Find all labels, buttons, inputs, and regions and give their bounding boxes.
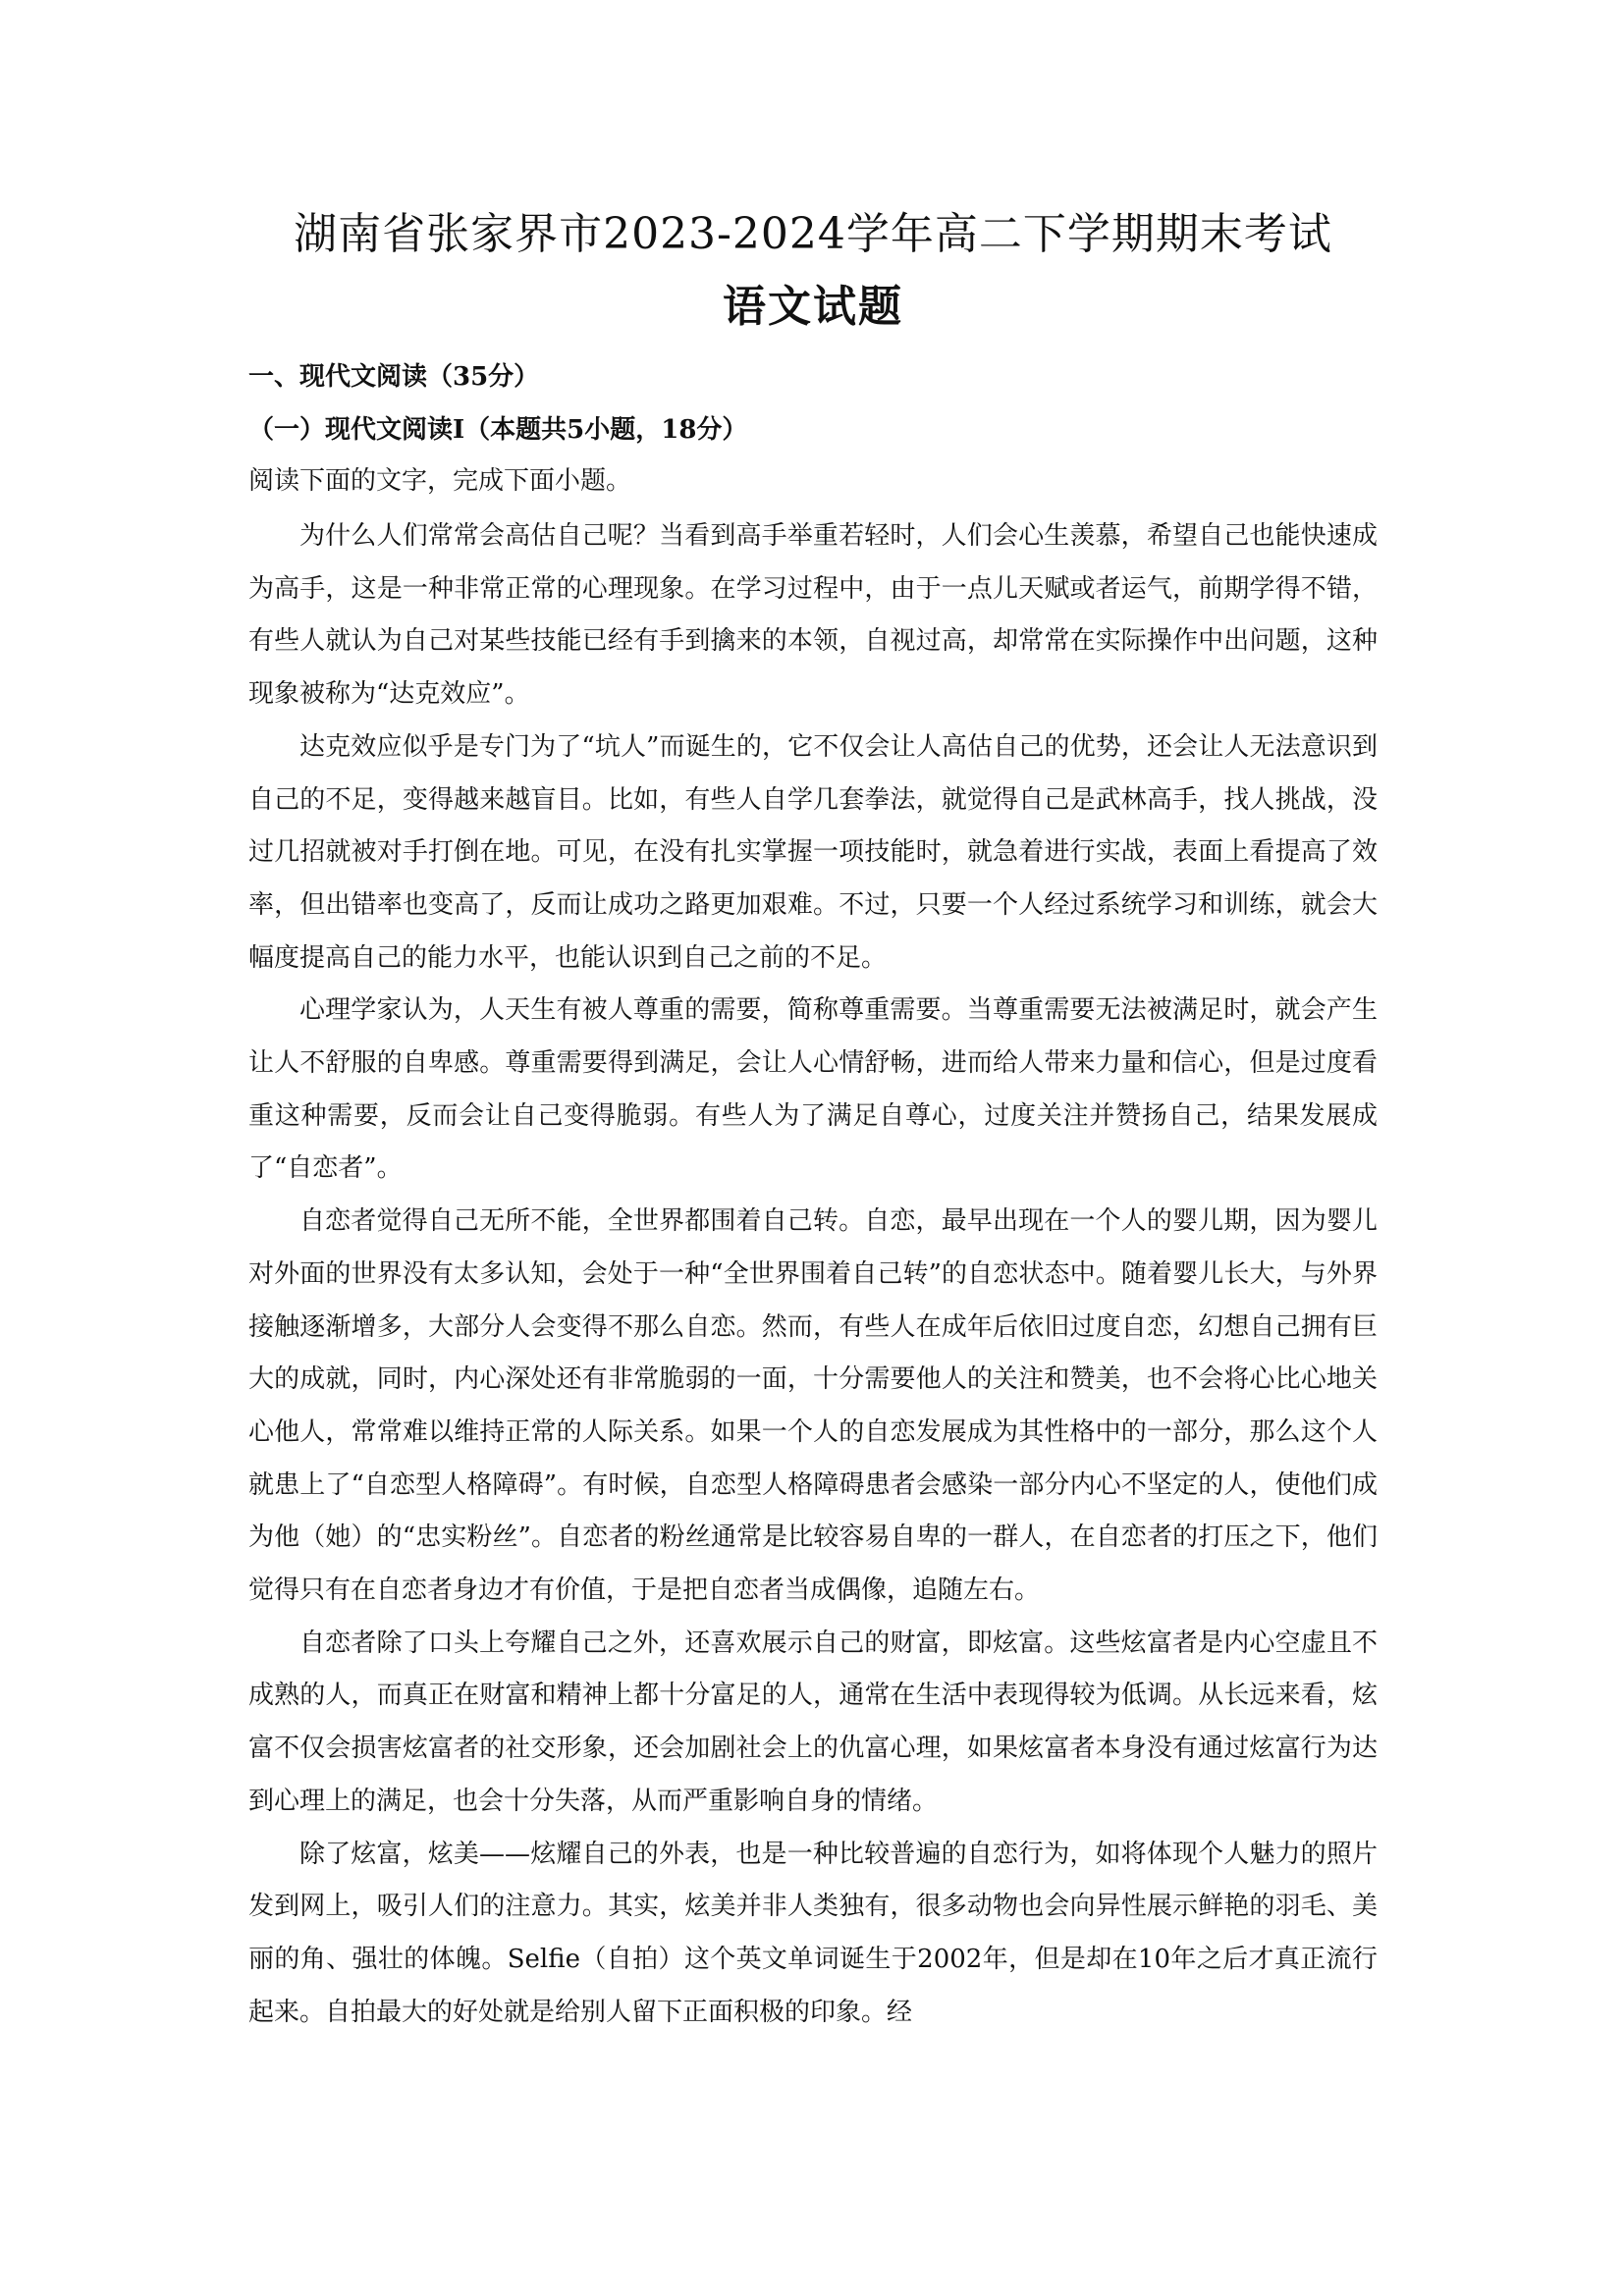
- document-subtitle: 语文试题: [723, 282, 903, 332]
- reading-instruction: 阅读下面的文字，完成下面小题。: [248, 466, 632, 496]
- paragraph: 自恋者除了口头上夸耀自己之外，还喜欢展示自己的财富，即炫富。这些炫富者是内心空虚且不成熟的人，而真正在财富和精神上都十分富足的人，通常在生活中表现得较为低调。从长远来看，炫富不仅会损害炫富者的社交形象，还会加剧社会上的仇富心理，如果炫富者本身没有通过炫富行为达到心理上的满足，也会十分失落，从而严重影响自身的情绪。: [248, 1628, 1378, 1816]
- paragraph: 达克效应似乎是专门为了“坑人”而诞生的，它不仅会让人高估自己的优势，还会让人无法意识到自己的不足，变得越来越盲目。比如，有些人自学几套拳法，就觉得自己是武林高手，找人挑战，没过几招就被对手打倒在地。可见，在没有扎实掌握一项技能时，就急着进行实战，表面上看提高了效率，但出错率也变高了，反而让成功之路更加艰难。不过，只要一个人经过系统学习和训练，就会大幅度提高自己的能力水平，也能认识到自己之前的不足。: [248, 731, 1378, 973]
- paragraph: 为什么人们常常会高估自己呢？当看到高手举重若轻时，人们会心生羡慕，希望自己也能快速成为高手，这是一种非常正常的心理现象。在学习过程中，由于一点儿天赋或者运气，前期学得不错，有些人就认为自己对某些技能已经有手到擒来的本领，自视过高，却常常在实际操作中出问题，这种现象被称为“达克效应”。: [248, 521, 1378, 710]
- paragraph: 自恋者觉得自己无所不能，全世界都围着自己转。自恋，最早出现在一个人的婴儿期，因为婴儿对外面的世界没有太多认知，会处于一种“全世界围着自己转”的自恋状态中。随着婴儿长大，与外界接触逐渐增多，大部分人会变得不那么自恋。然而，有些人在成年后依旧过度自恋，幻想自己拥有巨大的成就，同时，内心深处还有非常脆弱的一面，十分需要他人的关注和赞美，也不会将心比心地关心他人，常常难以维持正常的人际关系。如果一个人的自恋发展成为其性格中的一部分，那么这个人就患上了“自恋型人格障碍”。有时候，自恋型人格障碍患者会感染一部分内心不坚定的人，使他们成为他（她）的“忠实粉丝”。自恋者的粉丝通常是比较容易自卑的一群人，在自恋者的打压之下，他们觉得只有在自恋者身边才有价值，于是把自恋者当成偶像，追随左右。: [248, 1206, 1378, 1606]
- sub-section-heading: （一）现代文阅读Ⅰ（本题共5小题，18分）: [248, 415, 748, 445]
- section-heading: 一、现代文阅读（35分）: [248, 362, 540, 392]
- paragraph: 除了炫富，炫美——炫耀自己的外表，也是一种比较普遍的自恋行为，如将体现个人魅力的照片发到网上，吸引人们的注意力。其实，炫美并非人类独有，很多动物也会向异性展示鲜艳的羽毛、美丽的角、强壮的体魄。Selfie（自拍）这个英文单词诞生于2002年，但是却在10年之后才真正流行起来。自拍最大的好处就是给别人留下正面积极的印象。经: [248, 1839, 1378, 2027]
- document-title: 湖南省张家界市2023-2024学年高二下学期期末考试: [294, 209, 1332, 259]
- document-page: [248, 206, 1378, 2039]
- paragraph: 心理学家认为，人天生有被人尊重的需要，简称尊重需要。当尊重需要无法被满足时，就会产生让人不舒服的自卑感。尊重需要得到满足，会让人心情舒畅，进而给人带来力量和信心，但是过度看重这种需要，反而会让自己变得脆弱。有些人为了满足自尊心，过度关注并赞扬自己，结果发展成了“自恋者”。: [248, 995, 1378, 1184]
